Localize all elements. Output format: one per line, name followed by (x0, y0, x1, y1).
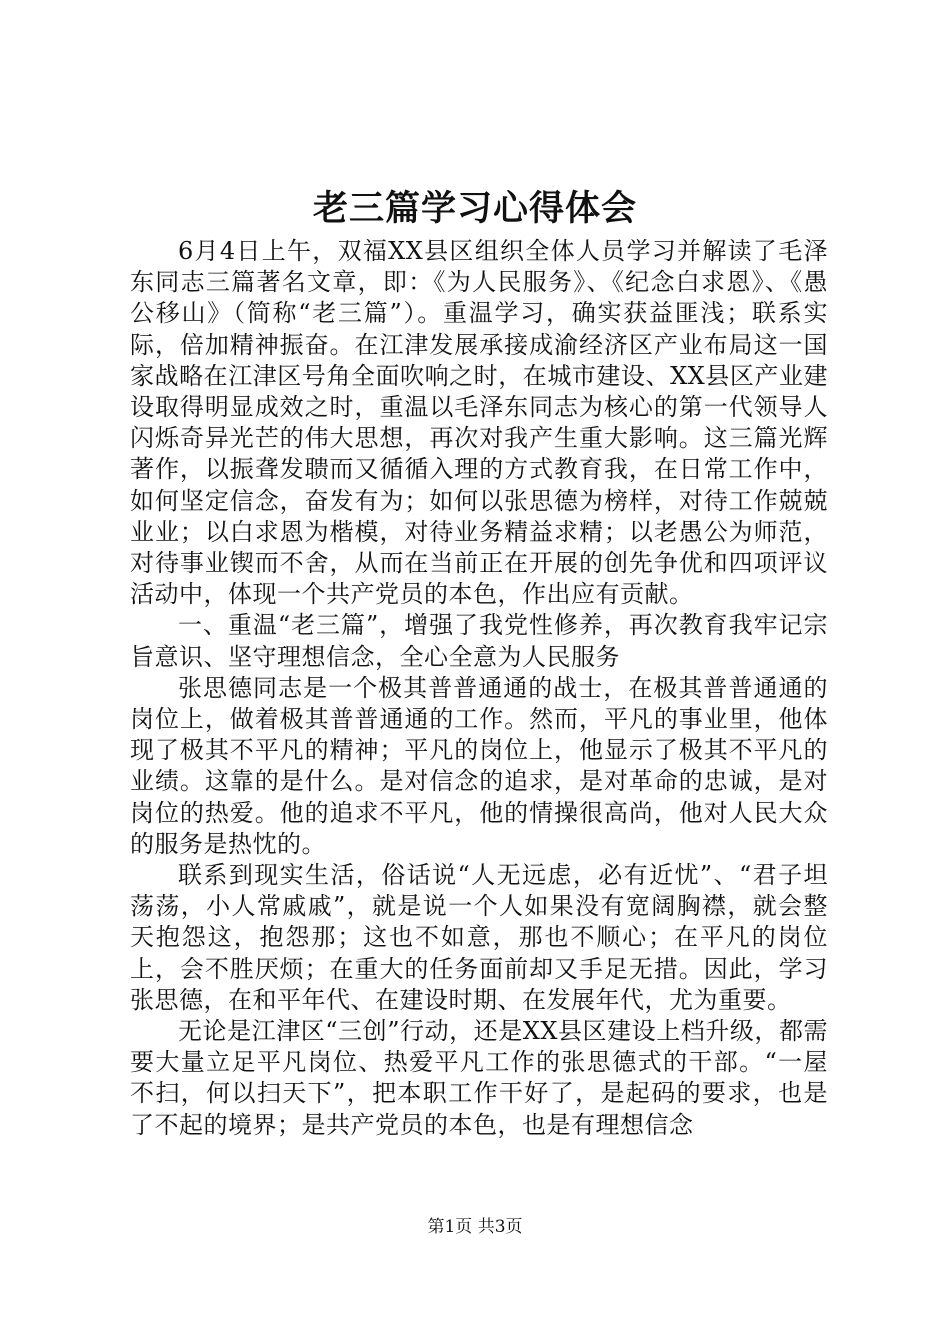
paragraph-intro: 6月4日上午，双福XX县区组织全体人员学习并解读了毛泽东同志三篇著名文章，即：《为人民服务》、《纪念白求恩》、《愚公移山》（简称“老三篇”）。重温学习，确实获益匪浅；联系实际，倍加精神振奋。在江津发展承接成渝经济区产业布局这一国家战略在江津区号角全面吹响之时，在城市建设、XX县区产业建设取得明显成效之时，重温以毛泽东同志为核心的第一代领导人闪烁奇异光芒的伟大思想，再次对我产生重大影响。这三篇光辉著作，以振聋发聩而又循循入理的方式教育我，在日常工作中，如何坚定信念，奋发有为；如何以张思德为榜样，对待工作兢兢业业；以白求恩为楷模，对待业务精益求精；以老愚公为师范，对待事业锲而不舍，从而在当前正在开展的创先争优和四项评议活动中，体现一个共产党员的本色，作出应有贡献。 (130, 237, 828, 609)
paragraph-zhang-sid: 张思德同志是一个极其普普通通的战士，在极其普普通通的岗位上，做着极其普普通通的工作。然而，平凡的事业里，他体现了极其不平凡的精神；平凡的岗位上，他显示了极其不平凡的业绩。这靠的是什么。是对信念的追求，是对革命的忠诚，是对岗位的热爱。他的追求不平凡，他的情操很高尚，他对人民大众的服务是热忱的。 (130, 673, 828, 858)
document-title: 老三篇学习心得体会 (312, 188, 637, 229)
paragraph-real-life: 联系到现实生活，俗话说“人无远虑，必有近忧”、“君子坦荡荡，小人常戚戚”，就是说一个人如果没有宽阔胸襟，就会整天抱怨这，抱怨那；这也不如意，那也不顺心；在平凡的岗位上，会不胜厌烦；在重大的任务面前却又手足无措。因此，学习张思德，在和平年代、在建设时期、在发展年代，尤为重要。 (130, 861, 828, 1014)
document-body (130, 236, 828, 1141)
page-footer: 第1页 共3页 (427, 1217, 523, 1237)
paragraph-jiangjin: 无论是江津区“三创”行动，还是XX县区建设上档升级，都需要大量立足平凡岗位、热爱平凡工作的张思德式的干部。“一屋不扫，何以扫天下”，把本职工作干好了，是起码的要求，也是了不起的境界；是共产党员的本色，也是有理想信念 (130, 1017, 828, 1139)
section-heading-1: 一、重温“老三篇”，增强了我党性修养，再次教育我牢记宗旨意识、坚守理想信念，全心全意为人民服务 (130, 611, 828, 671)
